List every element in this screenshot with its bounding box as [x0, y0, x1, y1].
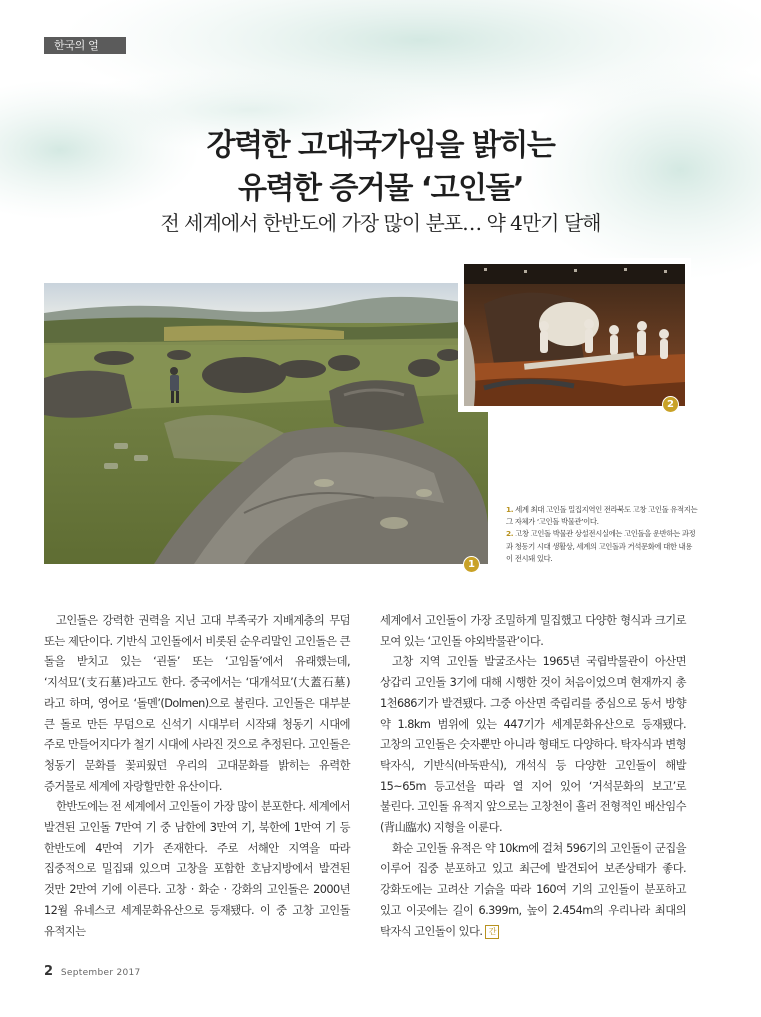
body-text: 화순 고인돌 유적은 약 10km에 걸쳐 596기의 고인돌이 군집을 이루어 집중 분포하고 있고 최근에 발견되어 보존상태가 좋다. 강화도에는 고려산 기슭을 따라 160여 기의 고인돌이 분포하고 있고 이곳에는 길이 6.399m, 높이 2.454m의 우리나라 최대의 탁자식 고인돌이 있다.	[380, 841, 686, 938]
section-tag: 한국의 얼	[44, 37, 126, 54]
caption-text-1: 세계 최대 고인돌 밀집지역인 전라북도 고창 고인돌 유적지는 그 자체가 ‘고인돌 박물관’이다.	[506, 505, 698, 527]
issue-date: September 2017	[60, 968, 141, 978]
dolmen-field-photo	[44, 283, 488, 564]
body-column-left	[44, 611, 350, 942]
body-column-right	[380, 611, 686, 942]
article-title-line1: 강력한 고대국가임을 밝히는	[206, 128, 555, 163]
body-paragraph: 한반도에는 전 세계에서 고인돌이 가장 많이 분포한다. 세계에서 발견된 고인돌 7만여 기 중 남한에 3만여 기, 북한에 1만여 기 등 한반도에 4만여 기가 존재한다. 주로 서해안 지역을 따라 집중적으로 밀집돼 있으며 고창을 포함한 호남지방에서 발견된 것만 2만여 기에 이른다. 고창 · 화순 · 강화의 고인돌은 2000년 12월 유네스코 세계문화유산으로 등재됐다. 이 중 고창 고인돌 유적지는	[44, 800, 350, 938]
museum-diorama-photo-frame	[458, 258, 691, 412]
photo-caption	[506, 504, 698, 565]
caption-text-2: 고창 고인돌 박물관 상설전시실에는 고인돌을 운반하는 과정과 청동기 시대 생활상, 세계의 고인돌과 거석문화에 대한 내용이 전시돼 있다.	[506, 529, 696, 563]
caption-number-2: 2.	[506, 529, 514, 539]
body-paragraph-last	[380, 839, 686, 943]
page-number: 2	[44, 964, 54, 979]
end-mark-icon: 간	[485, 925, 499, 939]
photo2-badge: 2	[662, 396, 679, 413]
page-footer	[44, 964, 141, 979]
photo1-badge: 1	[463, 556, 480, 573]
body-paragraph: 고인돌은 강력한 권력을 지닌 고대 부족국가 지배계층의 무덤 또는 제단이다. 기반식 고인돌에서 비롯된 순우리말인 고인돌은 큰 돌을 받치고 있는 ‘괸돌’ 또는 ‘고임돌’에서 유래했는데, ‘지석묘’(支石墓)라고도 한다. 중국에서는 ‘대개석묘’(大蓋石墓)라고 하며, 영어로 ‘돌멘’(Dolmen)으로 불린다. 고인돌은 대부분 큰 돌로 만든 무덤으로 신석기 시대부터 시작돼 청동기 시대에 주로 만들어지다가 철기 시대에 사라진 것으로 추정된다. 고인돌은 청동기 문화를 꽃피웠던 우리의 고대문화를 밝히는 유력한 증거물로 세계에 자랑할만한 유산이다.	[44, 614, 350, 793]
article-title-line2: 유력한 증거물 ‘고인돌’	[237, 171, 523, 206]
body-paragraph: 세계에서 고인돌이 가장 조밀하게 밀집했고 다양한 형식과 크기로 모여 있는 ‘고인돌 야외박물관’이다.	[380, 614, 686, 648]
museum-diorama-photo	[464, 264, 685, 406]
caption-number-1: 1.	[506, 505, 514, 514]
article-subtitle: 전 세계에서 한반도에 가장 많이 분포… 약 4만기 달해	[160, 211, 601, 235]
body-paragraph: 고창 지역 고인돌 발굴조사는 1965년 국립박물관이 아산면 상갑리 고인돌 3기에 대해 시행한 것이 처음이었으며 현재까지 총 1천686기가 발견됐다. 그중 아산면 죽림리를 중심으로 동서 방향 약 1.8km 범위에 있는 447기가 세계문화유산으로 등재됐다. 고창의 고인돌은 숫자뿐만 아니라 형태도 다양하다. 탁자식과 변형 탁자식, 기반식(바둑판식), 개석식 등 다양한 고인돌이 해발 15~65m 등고선을 따라 열 지어 있어 ‘거석문화의 보고’로 불린다. 고인돌 유적지 앞으로는 고창천이 흘러 전형적인 배산임수(背山臨水) 지형을 이룬다.	[380, 655, 686, 835]
